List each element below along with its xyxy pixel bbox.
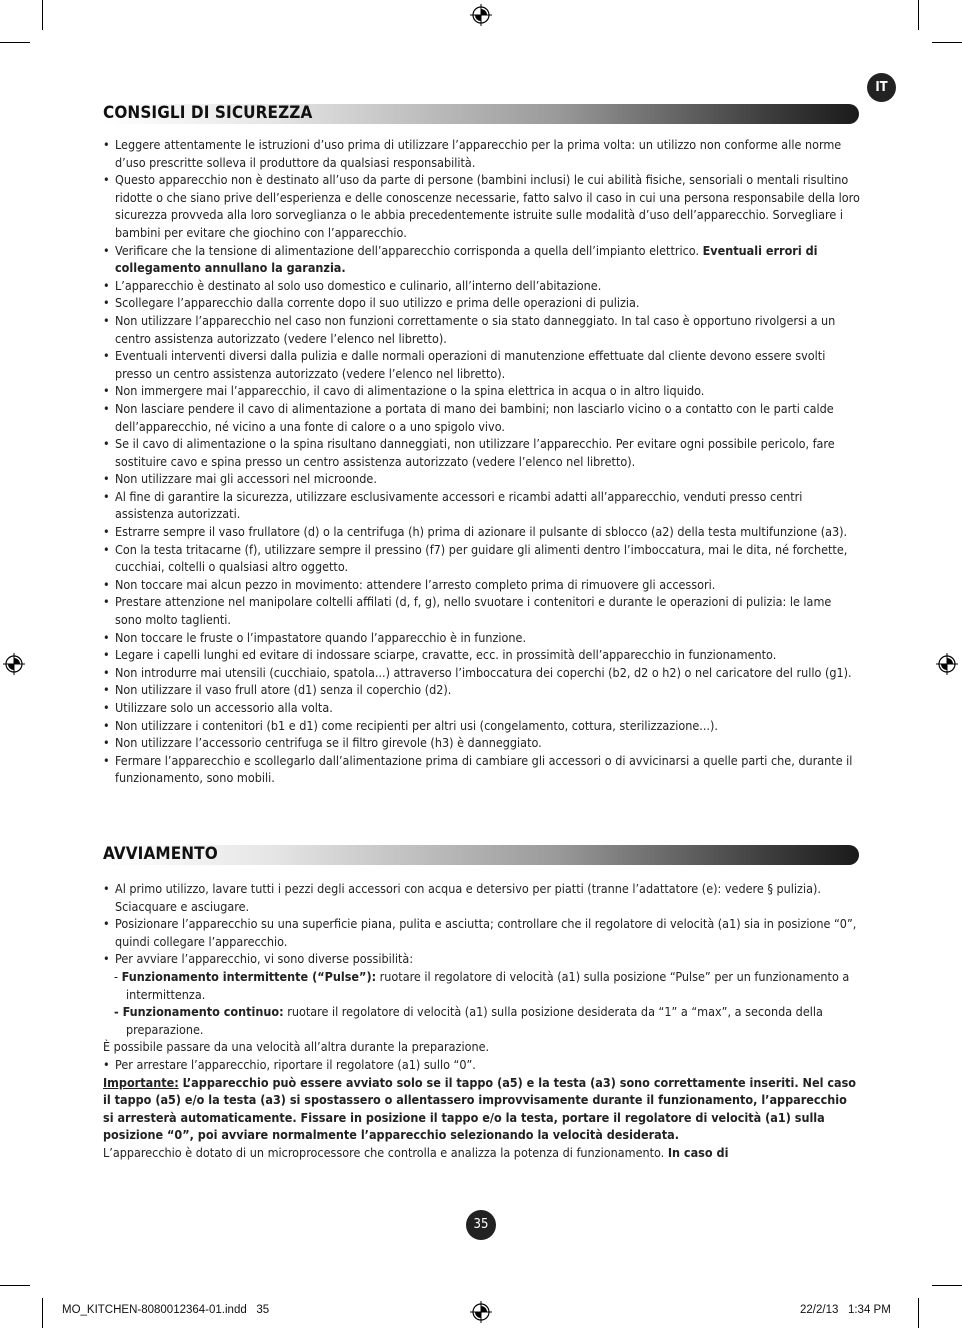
important-label: Importante:	[103, 1074, 179, 1090]
list-item: • Fermare l’apparecchio e scollegarlo dall’alimentazione prima di cambiare gli accessori o di avvicinarsi a quelle parti che, durante il funzionamento, sono mobili.	[103, 752, 861, 787]
startup-text	[103, 880, 861, 1162]
list-item: • Posizionare l’apparecchio su una superficie piana, pulita e asciutta; controllare che il regolatore di velocità (a1) sia in posizione “0”, quindi collegare l’apparecchio.	[103, 915, 861, 950]
registration-mark-icon	[936, 653, 958, 675]
section-header-startup	[103, 845, 859, 865]
list-item: • Estrarre sempre il vaso frullatore (d) o la centrifuga (h) prima di azionare il pulsante di sblocco (a2) della testa multifunzione (a3).	[103, 523, 861, 541]
crop-mark	[42, 0, 43, 30]
list-item: • Non immergere mai l’apparecchio, il cavo di alimentazione o la spina elettrica in acqua o in altro liquido.	[103, 382, 861, 400]
crop-mark	[0, 42, 30, 43]
list-item: • Scollegare l’apparecchio dalla corrente dopo il suo utilizzo e prima delle operazioni di pulizia.	[103, 294, 861, 312]
section-header-safety	[103, 104, 859, 124]
list-item: • Per avviare l’apparecchio, vi sono diverse possibilità:	[103, 950, 861, 968]
item-bold-text: Funzionamento continuo:	[122, 1004, 284, 1020]
list-item: • Non toccare le fruste o l’impastatore quando l’apparecchio è in funzione.	[103, 629, 861, 647]
list-item: • Eventuali interventi diversi dalla pulizia e dalle normali operazioni di manutenzione effettuate dal cliente devono essere svolti presso un centro assistenza autorizzato (vedere l’elenco nel libretto).	[103, 347, 861, 382]
list-item: • Con la testa tritacarne (f), utilizzare sempre il pressino (f7) per guidare gli alimenti dentro l’imboccatura, mai le dita, né forchette, cucchiai, coltelli o qualsiasi altro oggetto.	[103, 541, 861, 576]
list-item: • Prestare attenzione nel manipolare coltelli affilati (d, f, g), nello svuotare i contenitori e durante le operazioni di pulizia: le lame sono molto taglienti.	[103, 593, 861, 628]
language-badge: IT	[867, 73, 896, 102]
paragraph	[103, 1144, 861, 1162]
footer-file-name: MO_KITCHEN-8080012364-01.indd 35	[62, 1304, 270, 1316]
list-item: • Utilizzare solo un accessorio alla volta.	[103, 699, 861, 717]
item-text: ruotare il regolatore di velocità (a1) sulla posizione desiderata da “1” a “max”, a seconda della preparazione.	[126, 1004, 823, 1037]
list-item: • Non introdurre mai utensili (cucchiaio, spatola...) attraverso l’imboccatura dei coperchi (b2, d2 o h2) o nel caricatore del rullo (g1).	[103, 664, 861, 682]
list-item: • Non toccare mai alcun pezzo in movimento: attendere l’arresto completo prima di rimuovere gli accessori.	[103, 576, 861, 594]
page-number: 35	[466, 1210, 496, 1240]
crop-mark	[932, 1285, 962, 1286]
item-text: ruotare il regolatore di velocità (a1) sulla posizione “Pulse” per un funzionamento a intermittenza.	[126, 968, 850, 1002]
list-item: • Se il cavo di alimentazione o la spina risultano danneggiati, non utilizzare l’apparecchio. Per evitare ogni possibile pericolo, fare sostituire cavo e spina presso un centro assistenza autorizzato (vedere l’elenco nel libretto).	[103, 435, 861, 470]
sub-list-item	[103, 968, 861, 1003]
item-bold-text: Eventuali errori di collegamento annullano la garanzia.	[115, 242, 818, 276]
list-item: • Non utilizzare l’apparecchio nel caso non funzioni correttamente o sia stato danneggiato. In tal caso è opportuno rivolgersi a un centro assistenza autorizzato (vedere l’elenco nel libretto).	[103, 312, 861, 347]
list-item: • Non utilizzare i contenitori (b1 e d1) come recipienti per altri usi (congelamento, cottura, sterilizzazione...).	[103, 717, 861, 735]
important-paragraph	[103, 1074, 861, 1144]
list-item: • Questo apparecchio non è destinato all’uso da parte di persone (bambini inclusi) le cui abilità fisiche, sensoriali o mentali risultino ridotte o che siano prive dell’esperienza e delle conoscenze necessarie, fatto salvo il caso in cui una persona responsabile della loro sicurezza provveda alla loro sorveglianza o le abbia precedentemente istruite sulle modalità d’uso dell’apparecchio. Sorvegliare i bambini per evitare che giochino con l’apparecchio.	[103, 171, 861, 241]
registration-mark-icon	[3, 653, 25, 675]
list-item: • L’apparecchio è destinato al solo uso domestico e culinario, all’interno dell’abitazione.	[103, 277, 861, 295]
crop-mark	[42, 1298, 43, 1328]
list-item	[103, 242, 861, 277]
list-item: • Al primo utilizzo, lavare tutti i pezzi degli accessori con acqua e detersivo per piatti (tranne l’adattatore (e): vedere § pulizia). Sciacquare e asciugare.	[103, 880, 861, 915]
list-item: • Al fine di garantire la sicurezza, utilizzare esclusivamente accessori e ricambi adatti all’apparecchio, venduti presso centri assistenza autorizzati.	[103, 488, 861, 523]
dash-prefix: -	[114, 968, 122, 984]
item-bold-text: Funzionamento intermittente (“Pulse”):	[121, 968, 377, 984]
important-text: L’apparecchio può essere avviato solo se il tappo (a5) e la testa (a3) sono correttamente inseriti. Nel caso il tappo (a5) e/o la testa (a3) si spostassero o allentassero improvvisamente durante il funzionamento, l’apparecchio si arresterà automaticamente. Fissare in posizione il tappo e/o la testa, portare il regolatore di velocità (a1) sulla posizione “0”, poi avviare normalmente l’apparecchio selezionando la velocità desiderata.	[103, 1074, 857, 1143]
list-item: • Legare i capelli lunghi ed evitare di indossare sciarpe, cravatte, ecc. in prossimità dell’apparecchio in funzionamento.	[103, 646, 861, 664]
list-item: • Leggere attentamente le istruzioni d’uso prima di utilizzare l’apparecchio per la prima volta: un utilizzo non conforme alle norme d’uso prescritte solleva il produttore da qualsiasi responsabilità.	[103, 136, 861, 171]
paragraph: È possibile passare da una velocità all’altra durante la preparazione.	[103, 1039, 490, 1055]
list-item: • Non utilizzare l’accessorio centrifuga se il filtro girevole (h3) è danneggiato.	[103, 734, 861, 752]
item-text: Verificare che la tensione di alimentazione dell’apparecchio corrisponda a quella dell’impianto elettrico.	[115, 242, 703, 258]
item-text: L’apparecchio è dotato di un microprocessore che controlla e analizza la potenza di funzionamento.	[103, 1144, 668, 1160]
section-title: CONSIGLI DI SICUREZZA	[103, 103, 313, 123]
item-bold-text: In caso di	[667, 1144, 729, 1160]
crop-mark	[0, 1285, 30, 1286]
footer-date: 22/2/13 1:34 PM	[800, 1304, 891, 1316]
crop-mark	[918, 0, 919, 30]
registration-mark-icon	[470, 4, 492, 26]
registration-mark-icon	[470, 1301, 492, 1323]
dash-prefix: -	[114, 1004, 123, 1020]
crop-mark	[932, 42, 962, 43]
crop-mark	[918, 1298, 919, 1328]
list-item: • Non lasciare pendere il cavo di alimentazione a portata di mano dei bambini; non lasciarlo vicino o a contatto con le parti calde dell’apparecchio, né vicino a una fonte di calore o a uno spigolo vivo.	[103, 400, 861, 435]
list-item: • Non utilizzare il vaso frull atore (d1) senza il coperchio (d2).	[103, 681, 861, 699]
section-title: AVVIAMENTO	[103, 844, 218, 864]
list-item: • Non utilizzare mai gli accessori nel microonde.	[103, 470, 861, 488]
safety-list	[103, 136, 861, 787]
list-item: • Per arrestare l’apparecchio, riportare il regolatore (a1) sullo “0”.	[103, 1056, 861, 1074]
sub-list-item	[103, 1003, 861, 1038]
